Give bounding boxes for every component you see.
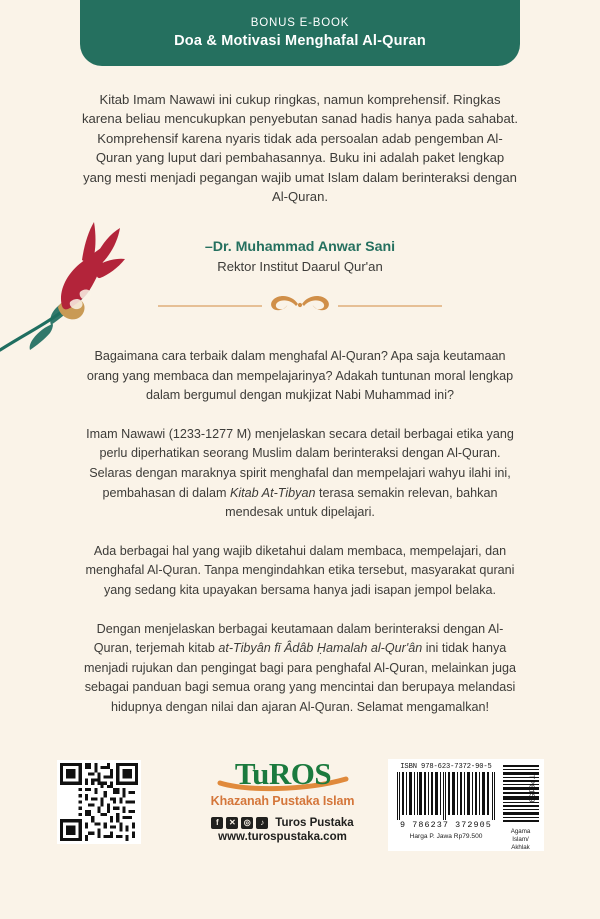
category-line-1: Agama Islam/	[510, 828, 531, 843]
ean13-digits: 9 786237 372905	[400, 820, 492, 830]
website-url[interactable]: www.turospustaka.com	[218, 831, 347, 843]
body-paragraph-4-emphasis: at-Tibyân fī Âdâb Ḥamalah al-Qur'ân	[218, 641, 423, 656]
instagram-icon[interactable]: ◎	[241, 817, 253, 829]
publisher-brand	[185, 757, 380, 843]
ornament-divider	[0, 293, 600, 315]
endorser-role: Rektor Institut Daarul Qur'an	[217, 259, 383, 274]
social-handle: Turos Pustaka	[275, 817, 354, 829]
supplemental-barcode	[503, 763, 539, 825]
supplemental-barcode-group	[499, 763, 539, 851]
brand-tagline: Khazanah Pustaka Islam	[210, 794, 355, 808]
endorsement-quote: Kitab Imam Nawawi ini cukup ringkas, namun komprehensif. Ringkas karena beliau mencukupkan penyebutan sanad hadis hanya pada sahabat. Komprehensif karena nyaris tidak ada persoalan adab pengemban Al-Quran yang luput dari pembahasannya. Buku ini adalah paket lengkap yang mesti menjadi pegangan wajib umat Islam dalam berinteraksi dengan Al-Quran.	[81, 92, 519, 205]
x-twitter-icon[interactable]: ✕	[226, 817, 238, 829]
bonus-banner-wrapper	[0, 0, 600, 66]
ean13-barcode	[393, 772, 499, 820]
body-paragraph-2-part-a: Imam Nawawi (1233-1277 M) menjelaskan secara detail berbagai etika yang perlu diperhatikan seorang Muslim dalam berinteraksi dengan Al-Quran. Selaras dengan maraknya spirit menghafal dan mempelajari wahyu ilahi ini, pembahasan di dalam	[86, 426, 514, 500]
isbn-text: ISBN 978-623-7372-90-5	[400, 763, 492, 771]
category-line-2: Akhlak	[511, 844, 530, 851]
body-paragraph-2	[78, 425, 522, 523]
back-cover-body	[78, 347, 522, 718]
body-paragraph-2-emphasis: Kitab At-Tibyan	[229, 485, 316, 500]
svg-text:TuROS: TuROS	[234, 757, 331, 791]
body-paragraph-4-part-b: ini tidak hanya menjadi rujukan dan pengingat bagi para penghafal Al-Quran, melainkan juga sebagai panduan bagi semua orang yang mencintai dan berupaya melandasi hidupnya dengan nilai dan ajaran Al-Quran. Selamat mengamalkan!	[84, 641, 516, 714]
bonus-banner	[80, 0, 520, 66]
price-text: Harga P. Jawa Rp79.500	[409, 833, 483, 840]
bonus-banner-title: Doa & Motivasi Menghafal Al-Quran	[174, 33, 426, 49]
body-paragraph-2-part-b: terasa semakin relevan, bahkan mendesak untuk dipelajari.	[225, 485, 498, 520]
category-label	[502, 828, 539, 852]
body-paragraph-4	[78, 620, 522, 718]
supplemental-code-text: TP0159	[526, 775, 535, 804]
facebook-icon[interactable]: f	[211, 817, 223, 829]
bonus-banner-kicker: BONUS E-BOOK	[250, 17, 350, 29]
body-paragraph-1: Bagaimana cara terbaik dalam menghafal Al-Quran? Apa saja keutamaan orang yang membaca dan mempelajarinya? Adakah tuntunan moral lengkap dalam bergumul dengan mukjizat Nabi Muhammad ini?	[86, 349, 514, 403]
turos-logo	[185, 757, 380, 793]
social-row	[185, 817, 380, 829]
qr-code[interactable]	[57, 760, 141, 844]
barcode-block	[388, 759, 544, 851]
endorser-name: –Dr. Muhammad Anwar Sani	[204, 239, 396, 255]
tiktok-icon[interactable]: ♪	[256, 817, 268, 829]
isbn-barcode-group	[393, 763, 499, 848]
body-paragraph-3: Ada berbagai hal yang wajib diketahui dalam membaca, mempelajari, dan menghafal Al-Quran. Tanpa mengindahkan etika tersebut, masyarakat qurani yang sedang kita upayakan bersama hanya jadi isapan jempol belaka.	[85, 543, 515, 597]
body-paragraph-4-part-a: Dengan menjelaskan berbagai keutamaan dalam berinteraksi dengan Al-Quran, terjemah kitab	[93, 621, 504, 656]
cover-footer	[0, 755, 600, 875]
endorser-block	[80, 238, 520, 276]
floral-ornament	[0, 212, 126, 352]
